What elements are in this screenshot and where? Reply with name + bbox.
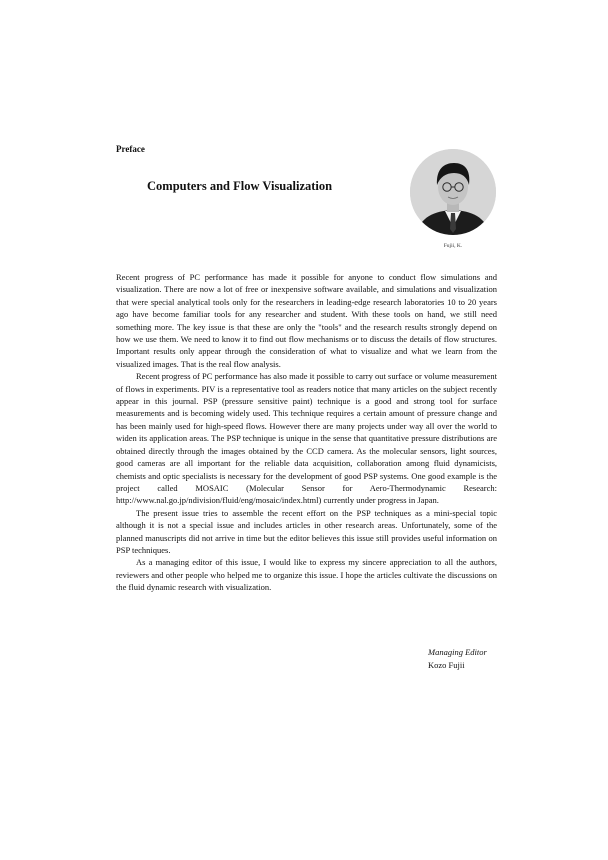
paragraph: The present issue tries to assemble the recent effort on the PSP techniques as a mini-special topic although it is not a special issue and includes articles in other research areas. Unfortunately, some of the planned manuscripts did not arrive in time but the editor believes this issue still provides useful information on PSP techniques. bbox=[116, 507, 497, 555]
photo-caption: Fujii, K. bbox=[443, 243, 463, 249]
signature-role: Managing Editor bbox=[428, 647, 487, 657]
section-label: Preface bbox=[116, 144, 145, 154]
signature-block bbox=[428, 646, 487, 672]
paragraph: Recent progress of PC performance has also made it possible to carry out surface or volume measurement of flows in experiments. PIV is a representative tool as readers notice that many articles on the subject recently appear in this journal. PSP (pressure sensitive paint) technique is a good and strong tool for surface measurements and is becoming widely used. This technique requires a certain amount of pressure change and has been mainly used for high-speed flows. However there are many projects under way all over the world to widen its application areas. The PSP technique is unique in the sense that quantitative pressure distributions are obtained directly through the images obtained by the CCD camera. As the molecular sensors, light sources, good cameras are all important for the reliable data acquisition, collaboration among fluid dynamicists, chemists and optic specialists is necessary for the development of good PSP systems. One good example is the project called MOSAIC (Molecular Sensor for Aero-Thermodynamic Research: http://www.nal.go.jp/ndivision/fluid/eng/mosaic/index.html) currently under progress in Japan. bbox=[116, 371, 497, 506]
author-portrait bbox=[410, 149, 496, 235]
article-title: Computers and Flow Visualization bbox=[147, 179, 333, 193]
article-body bbox=[116, 271, 497, 594]
author-portrait-image bbox=[410, 149, 496, 235]
paragraph: As a managing editor of this issue, I would like to express my sincere appreciation to all the authors, reviewers and other people who helped me to organize this issue. I hope the articles cultivate the discussions on the fluid dynamic research with visualization. bbox=[116, 557, 497, 593]
paragraph: Recent progress of PC performance has made it possible for anyone to conduct flow simulations and visualization. There are now a lot of free or inexpensive software available, and simulations and visualization that were special analytical tools only for the researchers in leading-edge research laboratories 10 to 20 years ago have become familiar tools for any researcher and student. With these tools on hand, we still need something more. The key issue is that these are only the "tools" and the research results strongly depend on how we use them. We need to know it to find out flow mechanisms or to discuss the details of flow structures. Important results only appear through the consideration of what to visualize and what we learn from the visualized images. That is the real flow analysis. bbox=[116, 272, 497, 369]
signature-name: Kozo Fujii bbox=[428, 660, 465, 670]
